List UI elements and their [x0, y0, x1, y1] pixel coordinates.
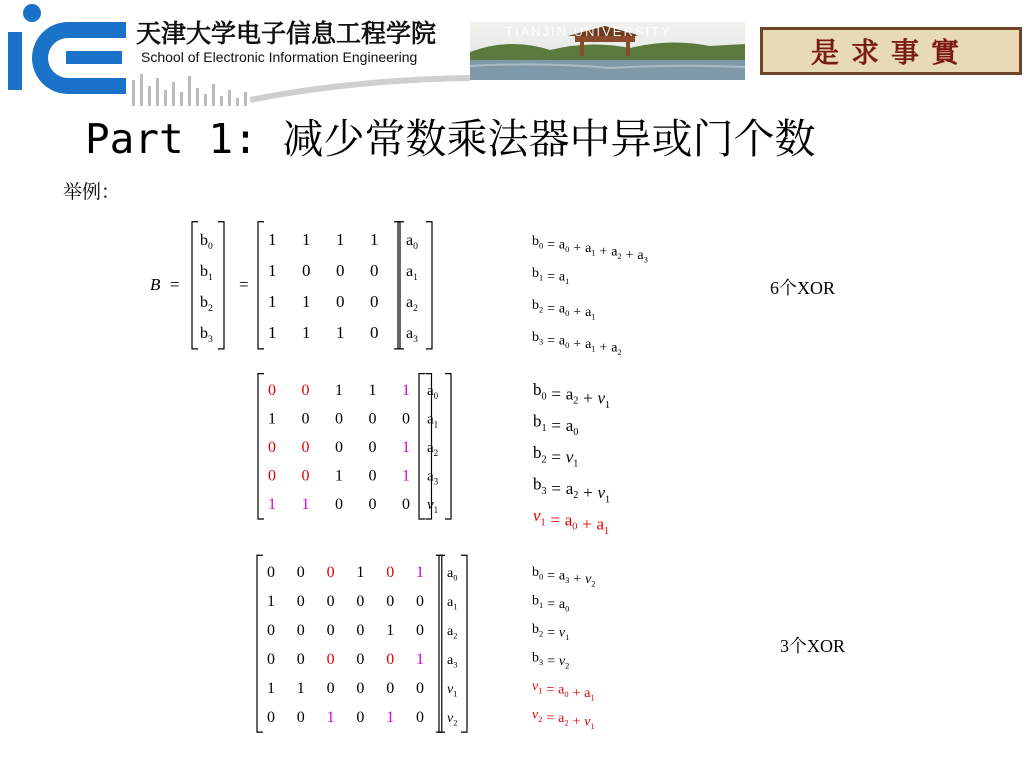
- matrix2-cell: 0: [301, 467, 310, 485]
- b-vector-entry: $b_3$: [200, 325, 213, 345]
- vector2-entry: $a_0$: [427, 383, 439, 401]
- matrix1-cell: 1: [302, 323, 311, 342]
- matrix3-cell: 0: [386, 593, 395, 610]
- a-vector1-entry: $a_2$: [406, 294, 418, 314]
- equals-sign: =: [239, 275, 249, 294]
- vector3-right-bracket: [461, 555, 467, 732]
- matrix1-cell: 0: [336, 292, 345, 311]
- matrix3-cell: 0: [296, 593, 305, 610]
- matrix1-cell: 1: [370, 230, 379, 249]
- matrix1-cell: 1: [268, 323, 277, 342]
- campus-photo-text: TIANJIN UNIVERSITY: [505, 24, 672, 39]
- matrix2-cell: 0: [301, 439, 310, 456]
- b-vector-entry: $b_2$: [200, 294, 213, 314]
- matrix1-cell: 1: [302, 292, 311, 311]
- matrix1-cell: 1: [336, 230, 345, 249]
- matrix2-cell: 0: [335, 410, 343, 428]
- a-vector1-entry: $a_3$: [406, 325, 418, 345]
- matrix2-cell: 0: [268, 467, 276, 485]
- equation3: $b_0 = a_3 + v_2$: [532, 565, 596, 589]
- matrix2-cell: 0: [268, 382, 276, 399]
- equation2: $b_2 = v_1$: [533, 443, 579, 470]
- vector3-entry: $v_1$: [447, 682, 458, 699]
- matrix3-cell: 0: [326, 564, 335, 581]
- matrix3-cell: 0: [296, 651, 305, 668]
- matrix3-cell: 1: [267, 680, 275, 697]
- matrix3-cell: 1: [416, 564, 424, 581]
- matrix1-cell: 0: [302, 261, 311, 280]
- matrix2-cell: 0: [301, 382, 310, 399]
- slide-title: Part 1: 减少常数乘法器中异或门个数: [85, 115, 816, 163]
- b-vector-left-bracket: [192, 222, 198, 349]
- matrix1-cell: 1: [268, 261, 277, 280]
- matrix1-cell: 1: [268, 230, 277, 249]
- equation3: $v_2 = a_2 + v_1$: [532, 707, 595, 731]
- xor-count-note-3: 3个XOR: [780, 636, 846, 656]
- matrix3-cell: 0: [356, 593, 365, 610]
- matrix3-cell: 0: [296, 564, 305, 581]
- matrix3-cell: 0: [267, 564, 275, 581]
- matrix2-cell: 0: [368, 467, 377, 485]
- vector3-entry: $a_1$: [447, 595, 458, 612]
- matrix1-cell: 0: [336, 261, 345, 280]
- matrix2-cell: 1: [335, 382, 343, 399]
- matrix3-cell: 0: [386, 564, 395, 581]
- matrix3-cell: 0: [296, 622, 305, 639]
- matrix3-cell: 0: [356, 680, 365, 697]
- matrix1-right-bracket: [394, 222, 400, 349]
- matrix3-cell: 1: [416, 651, 424, 668]
- matrix1-cell: 0: [370, 292, 379, 311]
- matrix3-cell: 0: [416, 680, 424, 697]
- vector3-entry: $a_0$: [447, 566, 458, 583]
- equation2: $v_1 = a_0 + a_1$: [533, 506, 610, 537]
- equation2: $b_1 = a_0$: [533, 411, 579, 438]
- vector2-entry: $a_3$: [427, 468, 439, 487]
- equation1: $b_0 = a_0 + a_1 + a_2 + a_3$: [532, 234, 648, 265]
- school-name-chinese: 天津大学电子信息工程学院: [136, 19, 437, 48]
- equals-sign: =: [170, 275, 180, 294]
- matrix2-cell: 1: [268, 410, 276, 428]
- equation2: $b_0 = a_2 + v_1$: [533, 380, 611, 411]
- matrix3-cell: 0: [326, 651, 335, 668]
- matrix2-cell: 0: [335, 496, 343, 513]
- vector2-entry: $a_2$: [427, 440, 439, 458]
- matrix2-cell: 0: [402, 410, 410, 428]
- matrix2-left-bracket: [258, 374, 264, 519]
- vector3-entry: $v_2$: [447, 711, 458, 728]
- matrix2-cell: 0: [402, 496, 410, 513]
- matrix1-cell: 0: [370, 261, 379, 280]
- a-vector1-entry: $a_1$: [406, 263, 418, 283]
- matrix2-cell: 0: [368, 410, 377, 428]
- matrix3-cell: 0: [356, 709, 365, 726]
- matrix3-cell: 0: [326, 593, 335, 610]
- vector2-entry: $a_1$: [427, 411, 439, 430]
- vector3-entry: $a_2$: [447, 624, 458, 641]
- matrix1-cell: 0: [370, 323, 379, 342]
- vector2-left-bracket: [419, 374, 425, 519]
- matrix2-cell: 1: [402, 467, 410, 485]
- vector3-entry: $a_3$: [447, 653, 458, 670]
- matrix1-left-bracket: [258, 222, 264, 349]
- equation3: $v_1 = a_0 + a_1$: [532, 679, 595, 703]
- vector2-right-bracket: [445, 374, 451, 519]
- matrix3-cell: 1: [386, 622, 395, 639]
- matrix1-cell: 1: [302, 230, 311, 249]
- matrix2-cell: 0: [335, 439, 343, 456]
- matrix3-cell: 0: [356, 622, 365, 639]
- matrix3-cell: 1: [267, 593, 275, 610]
- matrix3-cell: 1: [296, 680, 305, 697]
- matrix2-cell: 1: [335, 467, 343, 485]
- matrix3-cell: 0: [416, 709, 424, 726]
- xor-count-note-6: 6个XOR: [770, 278, 836, 298]
- equation3: $b_1 = a_0$: [532, 593, 570, 614]
- equation1: $b_2 = a_0 + a_1$: [532, 298, 596, 322]
- example-label: 举例：: [63, 181, 121, 203]
- equation1: $b_1 = a_1$: [532, 266, 570, 286]
- matrix2-cell: 0: [368, 439, 377, 456]
- matrix2-cell: 1: [402, 439, 410, 456]
- matrix2-cell: 1: [301, 496, 310, 513]
- matrix2-cell: 1: [268, 496, 276, 513]
- school-name-english: School of Electronic Information Engineering: [141, 49, 418, 65]
- matrix3-cell: 0: [416, 593, 424, 610]
- lhs-symbol: B: [150, 275, 161, 294]
- matrix1-cell: 1: [336, 323, 345, 342]
- matrix3-cell: 0: [326, 622, 335, 639]
- equation3: $b_3 = v_2$: [532, 650, 570, 671]
- matrix2-cell: 0: [268, 439, 276, 456]
- equation2: $b_3 = a_2 + v_1$: [533, 474, 611, 506]
- matrix3-cell: 0: [386, 680, 395, 697]
- matrix3-cell: 0: [416, 622, 424, 639]
- vector2-entry: $v_1$: [427, 497, 439, 515]
- matrix2-cell: 0: [368, 496, 377, 513]
- matrix3-cell: 0: [267, 651, 275, 668]
- equation3: $b_2 = v_1$: [532, 622, 570, 642]
- matrix3-cell: 1: [386, 709, 395, 726]
- matrix3-cell: 1: [326, 709, 335, 726]
- matrix2-cell: 1: [402, 382, 410, 399]
- matrix2-cell: 0: [301, 410, 310, 428]
- a-vector1-right-bracket: [426, 222, 432, 349]
- matrix3-cell: 0: [326, 680, 335, 697]
- a-vector1-left-bracket: [398, 222, 404, 349]
- b-vector-right-bracket: [218, 222, 224, 349]
- matrix3-cell: 0: [356, 651, 365, 668]
- a-vector1-entry: $a_0$: [406, 232, 418, 252]
- matrix2-cell: 1: [368, 382, 377, 399]
- matrix3-cell: 0: [267, 622, 275, 639]
- matrix3-cell: 1: [356, 564, 365, 581]
- motto-text: 是求事實: [810, 36, 971, 69]
- matrix3-cell: 0: [386, 651, 395, 668]
- matrix3-cell: 0: [267, 709, 275, 726]
- matrix3-left-bracket: [257, 555, 263, 732]
- matrix3-cell: 0: [296, 709, 305, 726]
- equation1: $b_3 = a_0 + a_1 + a_2$: [532, 330, 622, 357]
- b-vector-entry: $b_0$: [200, 232, 213, 252]
- b-vector-entry: $b_1$: [200, 263, 213, 283]
- matrix1-cell: 1: [268, 292, 277, 311]
